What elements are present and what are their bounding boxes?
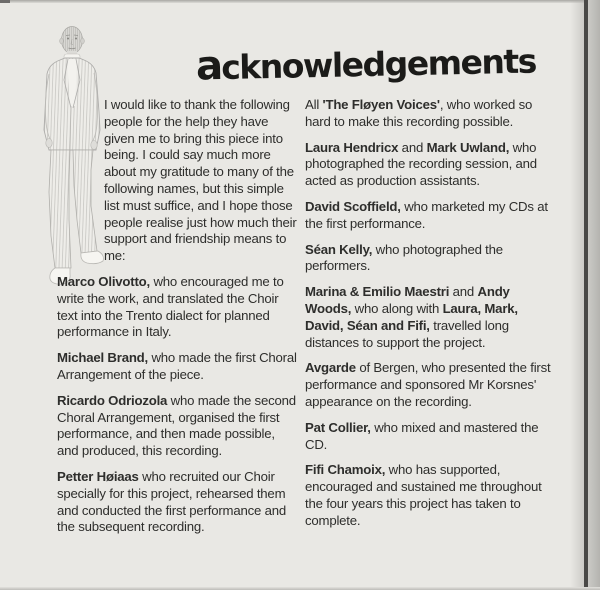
scan-corner-mark <box>0 0 10 3</box>
acknowledgement-text: travelled long distances to support the project. <box>305 317 509 350</box>
person-name: Fifi Chamoix, <box>305 462 386 478</box>
person-name: Laura, Mark, David, Séan and Fifi, <box>305 300 518 333</box>
acknowledgement-paragraph <box>305 199 557 233</box>
acknowledgement-text: who photographed the performers. <box>305 241 503 274</box>
acknowledgement-paragraph <box>305 462 557 529</box>
acknowledgement-text: who mixed and mastered the CD. <box>305 419 539 452</box>
acknowledgement-paragraph <box>57 393 299 460</box>
person-name: 'The Fløyen Voices' <box>322 97 440 112</box>
person-name: Séan Kelly, <box>305 241 373 257</box>
acknowledgement-text: who has supported, encouraged and sustained me throughout the four years this project has taken to complete. <box>305 462 542 528</box>
right-column-paragraphs <box>305 97 557 530</box>
right-column <box>305 97 557 539</box>
acknowledgement-text: of Bergen, who presented the first performance and sponsored Mr Korsnes' appearance on the recording. <box>305 360 551 409</box>
person-name: Pat Collier, <box>305 419 371 435</box>
left-column <box>57 97 299 545</box>
acknowledgement-paragraph <box>57 350 299 384</box>
acknowledgement-text: who photographed the recording session, and acted as production assistants. <box>305 139 537 189</box>
acknowledgement-paragraph <box>305 284 557 351</box>
person-name: Michael Brand, <box>57 350 148 366</box>
intro-paragraph: I would like to thank the following people for the help they have given me to bring this piece into being. I could say much more about my gratitude to many of the following names, but this simple list must suffice, and I hope those people realise just how much their support and friendship means to me: <box>104 97 297 264</box>
page-title: acknowledgements <box>195 41 537 90</box>
acknowledgement-text: who made the first Choral Arrangement of the piece. <box>57 350 297 382</box>
acknowledgement-text: who encouraged me to write the work, and translated the Choir text into the Trento dialect for planned performance in Italy. <box>57 273 284 340</box>
acknowledgement-text: who recruited our Choir specially for this project, rehearsed them and conducted the first performance and the subsequent recording. <box>57 468 286 535</box>
person-name: Mark Uwland, <box>426 139 510 155</box>
person-name: Petter Høiaas <box>57 468 139 484</box>
acknowledgement-text: All <box>305 97 323 112</box>
acknowledgement-text: and <box>398 139 427 155</box>
scan-page-curve-shadow <box>570 0 584 590</box>
acknowledgement-paragraph <box>57 274 299 341</box>
person-name: Laura Hendricx <box>305 139 399 155</box>
person-name: Marco Olivotto, <box>57 273 150 289</box>
scan-edge-top <box>0 0 600 3</box>
acknowledgement-text: who marketed my CDs at the first performance. <box>305 198 548 231</box>
person-name: Marina & Emilio Maestri <box>305 284 450 300</box>
acknowledgement-paragraph <box>305 242 557 276</box>
acknowledgement-paragraph <box>305 97 557 131</box>
acknowledgement-paragraph <box>57 469 299 536</box>
acknowledgement-paragraph <box>305 360 557 410</box>
person-name: Avgarde <box>305 360 356 376</box>
scan-edge-right-band <box>588 0 600 590</box>
acknowledgement-text: and <box>449 284 478 300</box>
acknowledgement-text: who made the second Choral Arrangement, organised the first performance, and then made possible, and produced, this recording. <box>57 392 296 459</box>
left-column-paragraphs <box>57 274 299 536</box>
person-name: David Scoffield, <box>305 198 401 214</box>
acknowledgement-paragraph <box>305 420 557 454</box>
acknowledgement-text: , who worked so hard to make this recording possible. <box>305 97 533 129</box>
person-name: Andy Woods, <box>305 284 510 316</box>
acknowledgement-text: who along with <box>351 300 443 316</box>
person-name: Ricardo Odriozola <box>57 392 168 408</box>
acknowledgement-paragraph <box>305 140 557 190</box>
